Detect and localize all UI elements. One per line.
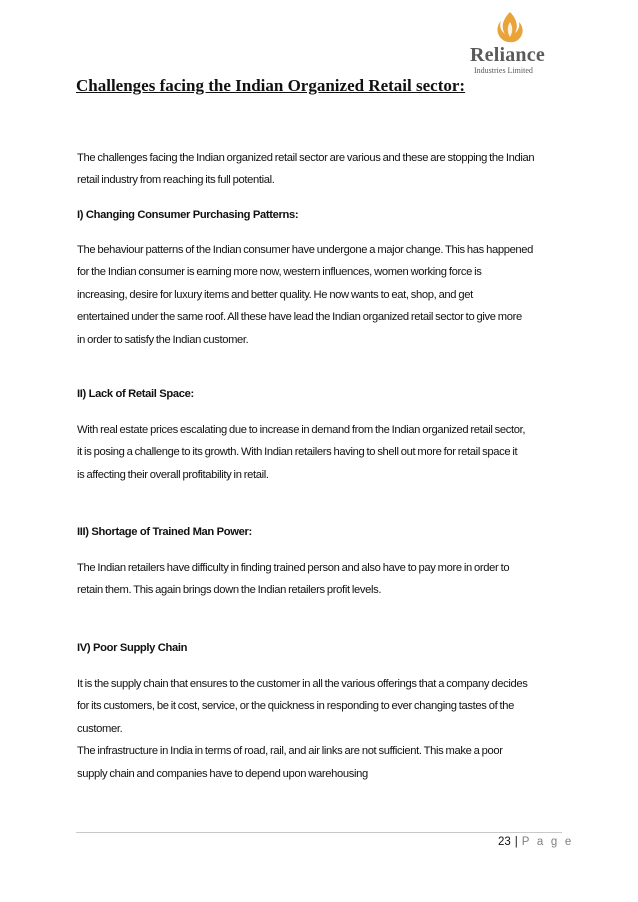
section-heading: III) Shortage of Trained Man Power: [77,526,252,538]
page-title: Challenges facing the Indian Organized Retail sector: [76,76,466,95]
text-line: The behaviour patterns of the Indian consumer have undergone a major change. This has happened [77,244,534,256]
text-line: for the Indian consumer is earning more now, western influences, women working force is [77,266,482,279]
footer-divider [76,832,562,833]
text-line: With real estate prices escalating due to increase in demand from the Indian organized retail sector, [77,424,526,436]
section-heading: II) Lack of Retail Space: [77,388,194,400]
text-line: for its customers, be it cost, service, or the quickness in responding to ever changing tastes of the [77,700,514,713]
section-heading: I) Changing Consumer Purchasing Patterns: [77,209,299,221]
section-paragraph [77,557,577,602]
text-line: It is the supply chain that ensures to the customer in all the various offerings that a company decides [77,678,528,690]
text-line: in order to satisfy the Indian customer. [77,333,249,346]
reliance-logo [468,10,558,76]
text-line: The infrastructure in India in terms of road, rail, and air links are not sufficient. This make a poor [77,745,503,758]
text-line: entertained under the same roof. All these have lead the Indian organized retail sector to give more [77,311,522,324]
intro-paragraph [77,147,577,192]
text-line: The challenges facing the Indian organized retail sector are various and these are stopping the Indian [77,152,535,164]
text-line: it is posing a challenge to its growth. With Indian retailers having to shell out more for retail space it [77,446,518,459]
logo-wordmark: Reliance [470,44,545,66]
logo-subtitle: Industries Limited [474,66,533,75]
section-heading: IV) Poor Supply Chain [77,642,188,654]
page-number-separator: | [514,836,518,848]
page-number-value: 23 [498,836,511,848]
text-line: supply chain and companies have to depend upon warehousing [77,767,368,780]
section-paragraph [77,239,577,351]
section-paragraph [77,673,577,785]
text-line: customer. [77,722,123,735]
page-label: P a g e [521,836,574,848]
text-line: increasing, desire for luxury items and better quality. He now wants to eat, shop, and get [77,288,473,301]
text-line: is affecting their overall profitability in retail. [77,468,269,481]
text-line: retail industry from reaching its full potential. [77,174,275,187]
text-line: The Indian retailers have difficulty in finding trained person and also have to pay more in order to [77,562,510,574]
page-number [498,836,573,848]
section-paragraph [77,419,577,486]
flame-logo-icon [492,10,528,44]
text-line: retain them. This again brings down the Indian retailers profit levels. [77,584,382,597]
